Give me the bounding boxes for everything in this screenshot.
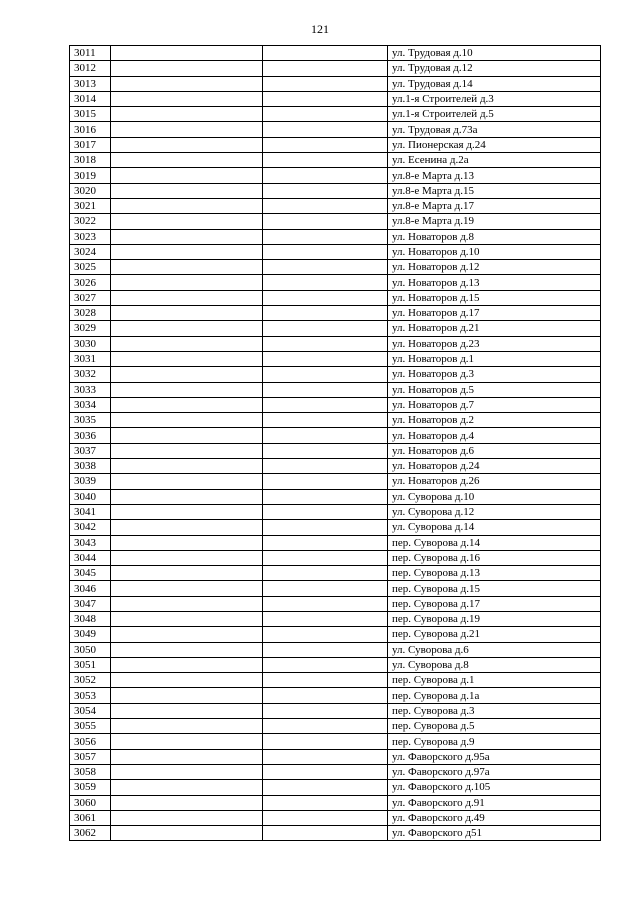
address-cell: пер. Суворова д.14 <box>388 535 601 550</box>
empty-cell <box>111 214 263 229</box>
empty-cell <box>111 321 263 336</box>
empty-cell <box>263 611 388 626</box>
address-cell: ул. Новаторов д.4 <box>388 428 601 443</box>
row-number-cell: 3041 <box>70 504 111 519</box>
empty-cell <box>263 46 388 61</box>
row-number-cell: 3058 <box>70 764 111 779</box>
empty-cell <box>263 107 388 122</box>
empty-cell <box>263 76 388 91</box>
empty-cell <box>263 351 388 366</box>
table-row <box>70 474 601 489</box>
empty-cell <box>111 504 263 519</box>
row-number-cell: 3045 <box>70 566 111 581</box>
row-number-cell: 3046 <box>70 581 111 596</box>
address-cell: ул. Трудовая д.10 <box>388 46 601 61</box>
address-table-body <box>70 46 601 841</box>
address-cell: ул. Новаторов д.8 <box>388 229 601 244</box>
table-row <box>70 137 601 152</box>
empty-cell <box>263 459 388 474</box>
empty-cell <box>111 734 263 749</box>
address-cell: ул.8-е Марта д.17 <box>388 198 601 213</box>
empty-cell <box>263 780 388 795</box>
empty-cell <box>111 76 263 91</box>
address-cell: ул. Фаворского д.49 <box>388 810 601 825</box>
address-cell: ул.8-е Марта д.13 <box>388 168 601 183</box>
empty-cell <box>111 596 263 611</box>
row-number-cell: 3024 <box>70 244 111 259</box>
row-number-cell: 3049 <box>70 627 111 642</box>
empty-cell <box>111 764 263 779</box>
row-number-cell: 3061 <box>70 810 111 825</box>
row-number-cell: 3016 <box>70 122 111 137</box>
row-number-cell: 3028 <box>70 306 111 321</box>
empty-cell <box>263 214 388 229</box>
empty-cell <box>111 673 263 688</box>
empty-cell <box>263 749 388 764</box>
table-row <box>70 290 601 305</box>
row-number-cell: 3012 <box>70 61 111 76</box>
row-number-cell: 3060 <box>70 795 111 810</box>
row-number-cell: 3013 <box>70 76 111 91</box>
row-number-cell: 3048 <box>70 611 111 626</box>
address-cell: ул.1-я Строителей д.5 <box>388 107 601 122</box>
empty-cell <box>111 168 263 183</box>
row-number-cell: 3014 <box>70 91 111 106</box>
address-cell: ул. Фаворского д.97а <box>388 764 601 779</box>
empty-cell <box>263 260 388 275</box>
empty-cell <box>111 795 263 810</box>
empty-cell <box>263 428 388 443</box>
empty-cell <box>263 627 388 642</box>
row-number-cell: 3030 <box>70 336 111 351</box>
empty-cell <box>263 474 388 489</box>
address-cell: пер. Суворова д.1а <box>388 688 601 703</box>
address-table <box>69 45 601 841</box>
row-number-cell: 3033 <box>70 382 111 397</box>
empty-cell <box>263 810 388 825</box>
row-number-cell: 3022 <box>70 214 111 229</box>
table-row <box>70 810 601 825</box>
table-row <box>70 520 601 535</box>
row-number-cell: 3025 <box>70 260 111 275</box>
address-cell: пер. Суворова д.3 <box>388 703 601 718</box>
empty-cell <box>111 810 263 825</box>
table-row <box>70 153 601 168</box>
empty-cell <box>263 688 388 703</box>
address-cell: ул. Есенина д.2а <box>388 153 601 168</box>
address-cell: ул. Суворова д.10 <box>388 489 601 504</box>
address-cell: ул. Новаторов д.21 <box>388 321 601 336</box>
empty-cell <box>111 290 263 305</box>
address-cell: ул. Новаторов д.12 <box>388 260 601 275</box>
table-row <box>70 413 601 428</box>
row-number-cell: 3054 <box>70 703 111 718</box>
table-row <box>70 535 601 550</box>
table-row <box>70 367 601 382</box>
empty-cell <box>263 275 388 290</box>
table-row <box>70 688 601 703</box>
empty-cell <box>111 367 263 382</box>
address-cell: ул. Суворова д.12 <box>388 504 601 519</box>
empty-cell <box>111 535 263 550</box>
empty-cell <box>111 611 263 626</box>
address-cell: ул. Новаторов д.2 <box>388 413 601 428</box>
address-cell: ул.1-я Строителей д.3 <box>388 91 601 106</box>
empty-cell <box>263 321 388 336</box>
empty-cell <box>263 382 388 397</box>
table-row <box>70 428 601 443</box>
empty-cell <box>111 749 263 764</box>
empty-cell <box>111 91 263 106</box>
table-row <box>70 198 601 213</box>
table-row <box>70 244 601 259</box>
empty-cell <box>111 198 263 213</box>
address-cell: ул.8-е Марта д.15 <box>388 183 601 198</box>
empty-cell <box>111 703 263 718</box>
empty-cell <box>111 459 263 474</box>
empty-cell <box>111 581 263 596</box>
table-row <box>70 306 601 321</box>
row-number-cell: 3051 <box>70 657 111 672</box>
address-cell: ул. Суворова д.8 <box>388 657 601 672</box>
page-number: 121 <box>311 22 329 36</box>
table-row <box>70 642 601 657</box>
row-number-cell: 3015 <box>70 107 111 122</box>
empty-cell <box>263 183 388 198</box>
table-row <box>70 321 601 336</box>
table-row <box>70 91 601 106</box>
address-cell: ул. Суворова д.6 <box>388 642 601 657</box>
empty-cell <box>263 244 388 259</box>
empty-cell <box>263 168 388 183</box>
table-row <box>70 107 601 122</box>
table-row <box>70 275 601 290</box>
empty-cell <box>111 336 263 351</box>
address-cell: ул. Фаворского д.95а <box>388 749 601 764</box>
address-cell: пер. Суворова д.1 <box>388 673 601 688</box>
empty-cell <box>111 244 263 259</box>
address-cell: пер. Суворова д.19 <box>388 611 601 626</box>
table-row <box>70 719 601 734</box>
empty-cell <box>263 504 388 519</box>
empty-cell <box>263 229 388 244</box>
empty-cell <box>111 46 263 61</box>
row-number-cell: 3042 <box>70 520 111 535</box>
empty-cell <box>111 657 263 672</box>
empty-cell <box>111 413 263 428</box>
empty-cell <box>263 122 388 137</box>
empty-cell <box>111 550 263 565</box>
empty-cell <box>263 673 388 688</box>
table-row <box>70 260 601 275</box>
row-number-cell: 3031 <box>70 351 111 366</box>
address-cell: ул. Новаторов д.5 <box>388 382 601 397</box>
address-cell: ул. Новаторов д.6 <box>388 443 601 458</box>
table-row <box>70 826 601 841</box>
row-number-cell: 3034 <box>70 397 111 412</box>
address-cell: пер. Суворова д.17 <box>388 596 601 611</box>
empty-cell <box>263 443 388 458</box>
row-number-cell: 3056 <box>70 734 111 749</box>
empty-cell <box>111 642 263 657</box>
row-number-cell: 3017 <box>70 137 111 152</box>
table-row <box>70 61 601 76</box>
empty-cell <box>111 137 263 152</box>
address-cell: ул. Новаторов д.15 <box>388 290 601 305</box>
empty-cell <box>111 275 263 290</box>
empty-cell <box>111 474 263 489</box>
address-cell: пер. Суворова д.15 <box>388 581 601 596</box>
table-row <box>70 76 601 91</box>
table-row <box>70 657 601 672</box>
address-cell: пер. Суворова д.16 <box>388 550 601 565</box>
address-cell: ул. Новаторов д.3 <box>388 367 601 382</box>
address-cell: ул. Трудовая д.14 <box>388 76 601 91</box>
address-cell: пер. Суворова д.5 <box>388 719 601 734</box>
row-number-cell: 3023 <box>70 229 111 244</box>
table-row <box>70 581 601 596</box>
address-cell: ул. Пионерская д.24 <box>388 137 601 152</box>
empty-cell <box>111 443 263 458</box>
empty-cell <box>263 336 388 351</box>
empty-cell <box>263 413 388 428</box>
row-number-cell: 3044 <box>70 550 111 565</box>
empty-cell <box>111 397 263 412</box>
table-row <box>70 382 601 397</box>
empty-cell <box>111 688 263 703</box>
row-number-cell: 3062 <box>70 826 111 841</box>
empty-cell <box>111 627 263 642</box>
empty-cell <box>111 183 263 198</box>
empty-cell <box>263 535 388 550</box>
table-row <box>70 566 601 581</box>
address-cell: ул. Трудовая д.73а <box>388 122 601 137</box>
empty-cell <box>111 780 263 795</box>
table-row <box>70 596 601 611</box>
empty-cell <box>111 229 263 244</box>
empty-cell <box>111 520 263 535</box>
row-number-cell: 3057 <box>70 749 111 764</box>
row-number-cell: 3036 <box>70 428 111 443</box>
row-number-cell: 3032 <box>70 367 111 382</box>
row-number-cell: 3038 <box>70 459 111 474</box>
row-number-cell: 3035 <box>70 413 111 428</box>
address-cell: ул. Новаторов д.1 <box>388 351 601 366</box>
empty-cell <box>263 153 388 168</box>
empty-cell <box>263 367 388 382</box>
address-cell: ул. Новаторов д.23 <box>388 336 601 351</box>
empty-cell <box>111 382 263 397</box>
table-row <box>70 443 601 458</box>
table-row <box>70 183 601 198</box>
row-number-cell: 3050 <box>70 642 111 657</box>
empty-cell <box>263 306 388 321</box>
address-cell: пер. Суворова д.13 <box>388 566 601 581</box>
empty-cell <box>263 581 388 596</box>
empty-cell <box>111 428 263 443</box>
table-row <box>70 504 601 519</box>
table-row <box>70 703 601 718</box>
empty-cell <box>263 826 388 841</box>
address-cell: ул. Новаторов д.13 <box>388 275 601 290</box>
row-number-cell: 3055 <box>70 719 111 734</box>
table-row <box>70 214 601 229</box>
empty-cell <box>263 290 388 305</box>
row-number-cell: 3059 <box>70 780 111 795</box>
address-cell: пер. Суворова д.21 <box>388 627 601 642</box>
address-cell: ул. Фаворского д.105 <box>388 780 601 795</box>
row-number-cell: 3011 <box>70 46 111 61</box>
table-row <box>70 168 601 183</box>
address-cell: ул. Фаворского д.91 <box>388 795 601 810</box>
empty-cell <box>263 61 388 76</box>
row-number-cell: 3037 <box>70 443 111 458</box>
empty-cell <box>111 61 263 76</box>
table-row <box>70 122 601 137</box>
empty-cell <box>263 703 388 718</box>
empty-cell <box>111 826 263 841</box>
empty-cell <box>263 489 388 504</box>
table-row <box>70 489 601 504</box>
empty-cell <box>111 306 263 321</box>
empty-cell <box>263 566 388 581</box>
empty-cell <box>263 137 388 152</box>
row-number-cell: 3040 <box>70 489 111 504</box>
empty-cell <box>263 91 388 106</box>
empty-cell <box>263 198 388 213</box>
empty-cell <box>111 122 263 137</box>
table-row <box>70 795 601 810</box>
empty-cell <box>111 351 263 366</box>
empty-cell <box>111 153 263 168</box>
address-cell: ул.8-е Марта д.19 <box>388 214 601 229</box>
row-number-cell: 3029 <box>70 321 111 336</box>
table-row <box>70 336 601 351</box>
empty-cell <box>263 520 388 535</box>
row-number-cell: 3053 <box>70 688 111 703</box>
row-number-cell: 3026 <box>70 275 111 290</box>
empty-cell <box>263 397 388 412</box>
address-cell: ул. Фаворского д51 <box>388 826 601 841</box>
table-row <box>70 397 601 412</box>
table-row <box>70 673 601 688</box>
table-row <box>70 734 601 749</box>
row-number-cell: 3020 <box>70 183 111 198</box>
row-number-cell: 3052 <box>70 673 111 688</box>
table-row <box>70 611 601 626</box>
empty-cell <box>111 260 263 275</box>
empty-cell <box>111 719 263 734</box>
table-row <box>70 627 601 642</box>
address-cell: ул. Новаторов д.7 <box>388 397 601 412</box>
row-number-cell: 3021 <box>70 198 111 213</box>
table-row <box>70 351 601 366</box>
empty-cell <box>263 734 388 749</box>
empty-cell <box>263 550 388 565</box>
empty-cell <box>263 596 388 611</box>
table-row <box>70 229 601 244</box>
empty-cell <box>263 795 388 810</box>
empty-cell <box>263 719 388 734</box>
empty-cell <box>263 657 388 672</box>
empty-cell <box>263 642 388 657</box>
table-row <box>70 749 601 764</box>
empty-cell <box>263 764 388 779</box>
address-cell: ул. Трудовая д.12 <box>388 61 601 76</box>
empty-cell <box>111 566 263 581</box>
row-number-cell: 3047 <box>70 596 111 611</box>
address-cell: пер. Суворова д.9 <box>388 734 601 749</box>
row-number-cell: 3027 <box>70 290 111 305</box>
address-cell: ул. Новаторов д.24 <box>388 459 601 474</box>
row-number-cell: 3019 <box>70 168 111 183</box>
row-number-cell: 3039 <box>70 474 111 489</box>
table-row <box>70 550 601 565</box>
address-cell: ул. Суворова д.14 <box>388 520 601 535</box>
address-cell: ул. Новаторов д.10 <box>388 244 601 259</box>
table-row <box>70 780 601 795</box>
row-number-cell: 3018 <box>70 153 111 168</box>
empty-cell <box>111 107 263 122</box>
address-cell: ул. Новаторов д.26 <box>388 474 601 489</box>
empty-cell <box>111 489 263 504</box>
table-row <box>70 764 601 779</box>
table-row <box>70 459 601 474</box>
row-number-cell: 3043 <box>70 535 111 550</box>
table-row <box>70 46 601 61</box>
address-cell: ул. Новаторов д.17 <box>388 306 601 321</box>
